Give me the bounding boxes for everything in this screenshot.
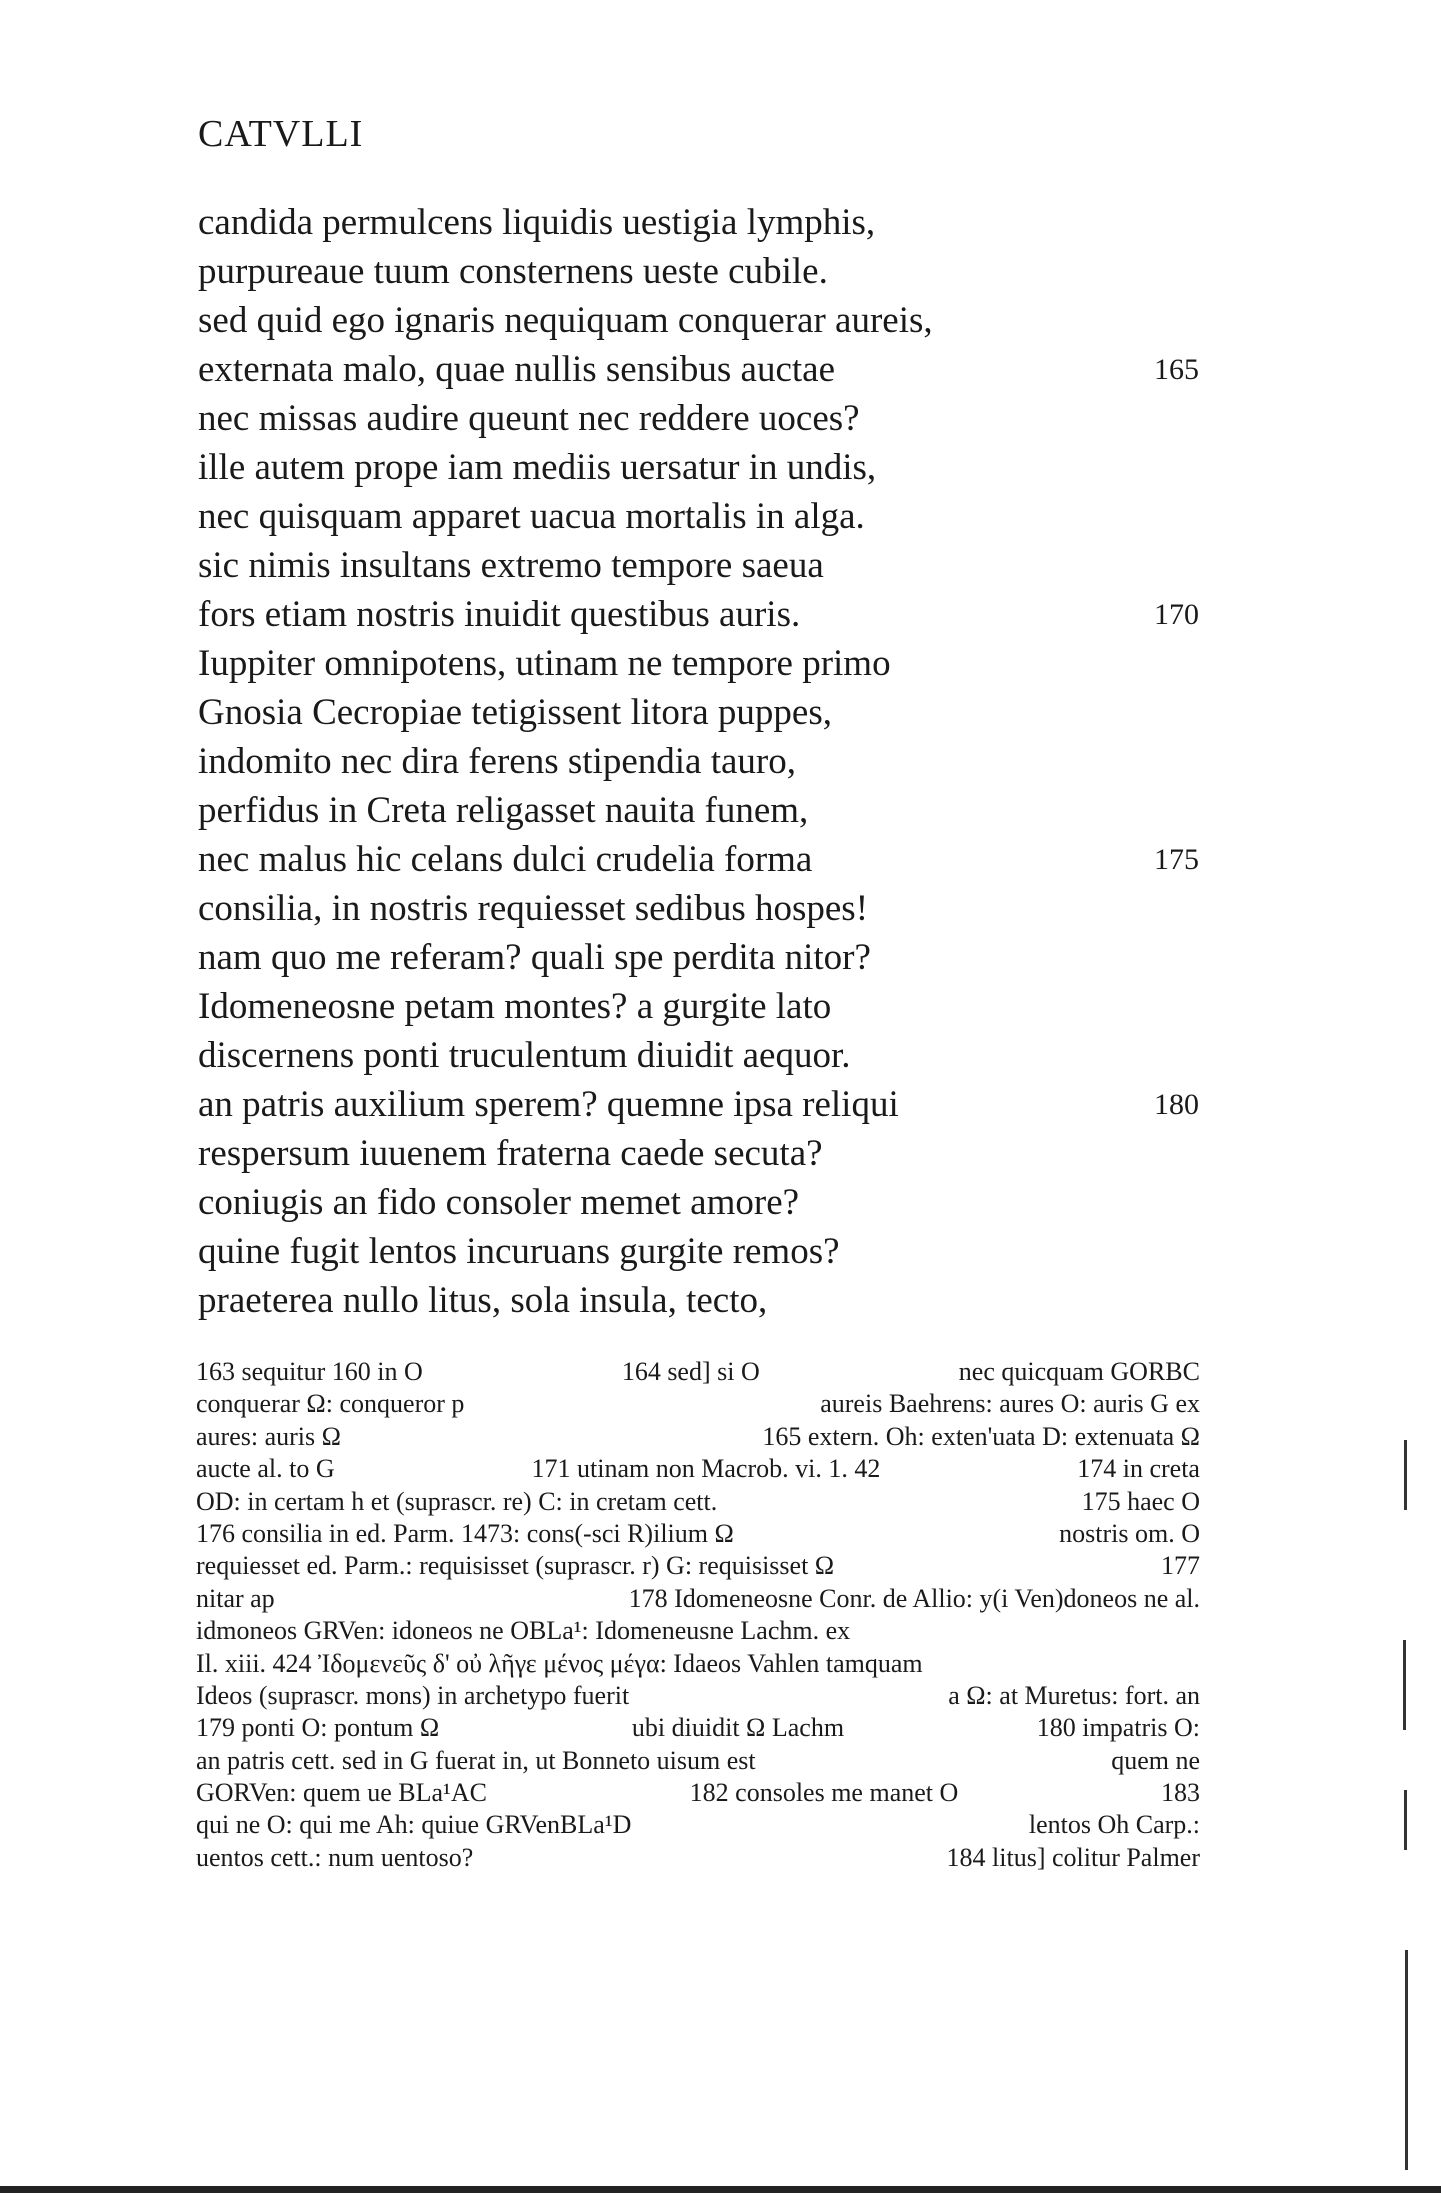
verse-text: nec missas audire queunt nec reddere uoces?: [198, 398, 860, 439]
apparatus-line: [196, 1777, 1200, 1809]
apparatus-entry: 176 consilia in ed. Parm. 1473: cons(-sci R)ilium Ω: [196, 1518, 734, 1548]
verse-text: discernens ponti truculentum diuidit aequor.: [198, 1035, 851, 1076]
apparatus-entry: Il. xiii. 424 Ἰδομενεῦς δ' οὐ λῆγε μένος μέγα: Idaeos Vahlen tamquam: [196, 1648, 923, 1678]
apparatus-entry: 171 utinam non Macrob. vi. 1. 42: [531, 1454, 881, 1484]
apparatus-entry: quem ne: [1111, 1745, 1200, 1775]
apparatus-entry: OD: in certam h et (suprascr. re) C: in cretam cett.: [196, 1486, 718, 1516]
verse-text: externata malo, quae nullis sensibus auctae: [198, 349, 836, 390]
line-number: 175: [1154, 843, 1199, 876]
verse-text: nec malus hic celans dulci crudelia forma: [198, 839, 813, 880]
apparatus-entry: idmoneos GRVen: idoneos ne OBLa¹: Idomeneusne Lachm. ex: [196, 1616, 851, 1646]
apparatus-entry: 175 haec O: [1081, 1486, 1200, 1516]
poem-text: [198, 198, 1238, 1325]
running-head: CATVLLI: [198, 113, 364, 155]
apparatus-entry: 182 consoles me manet O: [689, 1778, 959, 1808]
apparatus-entry: lentos Oh Carp.:: [1028, 1810, 1200, 1840]
verse-text: coniugis an fido consoler memet amore?: [198, 1182, 800, 1223]
verse-line: [198, 737, 1238, 786]
verse-line: [198, 541, 1238, 590]
verse-text: nec quisquam apparet uacua mortalis in alga.: [198, 496, 865, 537]
verse-text: sed quid ego ignaris nequiquam conquerar aureis,: [198, 300, 933, 341]
apparatus-entry: 177: [1161, 1551, 1200, 1581]
apparatus-entry: requiesset ed. Parm.: requisisset (suprascr. r) G: requisisset Ω: [196, 1551, 835, 1581]
verse-line: [198, 1178, 1238, 1227]
apparatus-line: [196, 1550, 1200, 1582]
verse-line: [198, 835, 1238, 884]
scan-edge-mark: [1403, 1640, 1406, 1730]
apparatus-entry: an patris cett. sed in G fuerat in, ut Bonneto uisum est: [196, 1745, 756, 1775]
apparatus-entry: 180 impatris O:: [1036, 1713, 1200, 1743]
scan-edge-mark: [1404, 1440, 1407, 1510]
verse-line: [198, 443, 1238, 492]
verse-text: respersum iuuenem fraterna caede secuta?: [198, 1133, 823, 1174]
verse-line: [198, 296, 1238, 345]
verse-text: consilia, in nostris requiesset sedibus hospes!: [198, 888, 869, 929]
apparatus-entry: 174 in creta: [1077, 1454, 1200, 1484]
apparatus-entry: nitar ap: [196, 1583, 275, 1613]
apparatus-entry: uentos cett.: num uentoso?: [196, 1842, 474, 1872]
apparatus-line: [196, 1421, 1200, 1453]
verse-line: [198, 1129, 1238, 1178]
apparatus-line: [196, 1453, 1200, 1485]
apparatus-entry: nostris om. O: [1059, 1518, 1200, 1548]
scan-bottom-edge: [0, 2186, 1441, 2193]
apparatus-entry: qui ne O: qui me Ah: quiue GRVenBLa¹D: [196, 1810, 632, 1840]
verse-line: [198, 1227, 1238, 1276]
verse-text: fors etiam nostris inuidit questibus auris.: [198, 594, 801, 635]
apparatus-line: [196, 1745, 1200, 1777]
verse-text: purpureaue tuum consternens ueste cubile.: [198, 251, 828, 292]
apparatus-entry: nec quicquam GORBC: [958, 1357, 1200, 1386]
apparatus-line: [196, 1486, 1200, 1518]
apparatus-entry: 164 sed] si O: [621, 1357, 760, 1386]
apparatus-line: [196, 1809, 1200, 1841]
verse-text: Iuppiter omnipotens, utinam ne tempore primo: [198, 643, 891, 684]
verse-text: an patris auxilium sperem? quemne ipsa reliqui: [198, 1084, 899, 1125]
verse-text: quine fugit lentos incuruans gurgite remos?: [198, 1231, 840, 1272]
apparatus-entry: aureis Baehrens: aures O: auris G ex: [820, 1389, 1200, 1419]
verse-line: [198, 492, 1238, 541]
verse-line: [198, 247, 1238, 296]
verse-line: [198, 345, 1238, 394]
verse-line: [198, 1031, 1238, 1080]
apparatus-entry: 165 extern. Oh: exten'uata D: extenuata Ω: [762, 1421, 1200, 1451]
apparatus-entry: 178 Idomeneosne Conr. de Allio: y(i Ven)doneos ne al.: [628, 1583, 1200, 1613]
verse-text: nam quo me referam? quali spe perdita nitor?: [198, 937, 871, 978]
apparatus-line: [196, 1648, 1200, 1680]
verse-text: Idomeneosne petam montes? a gurgite lato: [198, 986, 832, 1027]
verse-line: [198, 884, 1238, 933]
apparatus-line: [196, 1356, 1200, 1388]
apparatus-line: [196, 1680, 1200, 1712]
verse-text: Gnosia Cecropiae tetigissent litora puppes,: [198, 692, 832, 733]
apparatus-line: [196, 1615, 1200, 1647]
verse-line: [198, 198, 1238, 247]
apparatus-line: [196, 1842, 1200, 1874]
line-number: 165: [1154, 353, 1199, 386]
apparatus-entry: a Ω: at Muretus: fort. an: [948, 1680, 1200, 1710]
apparatus-entry: Ideos (suprascr. mons) in archetypo fuerit: [196, 1680, 630, 1710]
verse-text: candida permulcens liquidis uestigia lymphis,: [198, 202, 876, 243]
apparatus-entry: GORVen: quem ue BLa¹AC: [196, 1778, 487, 1808]
verse-text: ille autem prope iam mediis uersatur in undis,: [198, 447, 877, 488]
apparatus-entry: conquerar Ω: conqueror p: [196, 1389, 465, 1419]
apparatus-entry: 183: [1161, 1778, 1200, 1808]
verse-line: [198, 933, 1238, 982]
apparatus-line: [196, 1388, 1200, 1420]
verse-text: sic nimis insultans extremo tempore saeua: [198, 545, 824, 586]
verse-line: [198, 786, 1238, 835]
verse-line: [198, 639, 1238, 688]
scan-edge-mark: [1405, 1950, 1408, 2170]
verse-line: [198, 1276, 1238, 1325]
critical-apparatus: [196, 1356, 1200, 1874]
apparatus-entry: 184 litus] colitur Palmer: [946, 1842, 1200, 1872]
apparatus-entry: 163 sequitur 160 in O: [196, 1357, 423, 1386]
scan-edge-mark: [1404, 1790, 1407, 1850]
apparatus-entry: aures: auris Ω: [196, 1421, 341, 1451]
apparatus-entry: ubi diuidit Ω Lachm: [631, 1713, 845, 1743]
apparatus-line: [196, 1712, 1200, 1744]
verse-line: [198, 394, 1238, 443]
apparatus-entry: 179 ponti O: pontum Ω: [196, 1713, 440, 1743]
verse-text: praeterea nullo litus, sola insula, tecto,: [198, 1280, 768, 1321]
apparatus-line: [196, 1518, 1200, 1550]
verse-line: [198, 688, 1238, 737]
apparatus-line: [196, 1583, 1200, 1615]
line-number: 170: [1154, 598, 1199, 631]
verse-line: [198, 590, 1238, 639]
line-number: 180: [1154, 1088, 1199, 1121]
verse-text: indomito nec dira ferens stipendia tauro,: [198, 741, 796, 782]
verse-line: [198, 1080, 1238, 1129]
verse-text: perfidus in Creta religasset nauita funem,: [198, 790, 809, 831]
apparatus-entry: aucte al. to G: [196, 1454, 335, 1484]
verse-line: [198, 982, 1238, 1031]
